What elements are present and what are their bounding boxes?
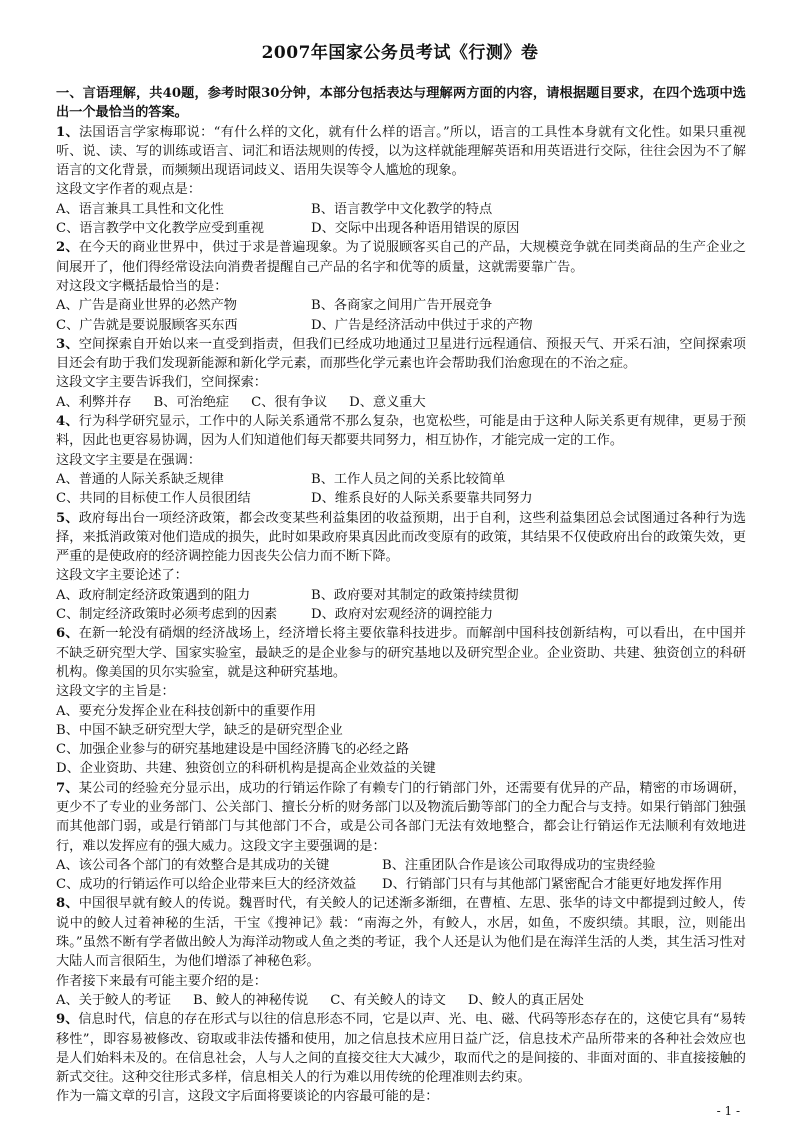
question-3 [56,335,746,374]
options-row [56,296,746,315]
option-d: D、维系良好的人际关系要靠共同努力 [311,491,533,507]
option-a: A、普通的人际关系缺乏规律 [56,471,224,487]
question-number: 3、 [56,336,79,352]
options-row [56,200,746,219]
question-5 [56,509,746,567]
option-c: C、有关鲛人的诗文 [330,992,446,1008]
option-b: B、语言教学中文化教学的特点 [311,201,493,217]
option-a: A、关于鲛人的考证 [56,992,172,1008]
option-b: B、政府要对其制定的政策持续贯彻 [311,587,519,603]
document-body [56,84,746,1107]
question-number: 1、 [56,124,79,140]
question-7 [56,779,746,856]
question-4 [56,412,746,451]
question-prompt: 对这段文字概括最恰当的是： [56,278,228,294]
question-2 [56,238,746,277]
question-text: 空间探索自开始以来一直受到指责，但我们已经成功地通过卫星进行远程通信、预报天气、开采石油，空间探索项目还会有助于我们发现新能源和新化学元素，而那些化学元素也许会帮助我们治愈现在的不治之症。 [56,336,746,372]
question-number: 6、 [56,626,79,642]
question-number: 5、 [56,510,79,526]
option-c: C、语言教学中文化教学应受到重视 [56,221,264,237]
options-row [56,875,746,894]
question-text: 行为科学研究显示，工作中的人际关系通常不那么复杂，也宽松些，可能是由于这种人际关系更有规律，更易于预料，因此也更容易协调，因为人们知道他们每天都要共同努力，相互协作，才能完成一定的工作。 [56,414,746,449]
question-number: 2、 [56,240,79,256]
option-d: D、行销部门只有与其他部门紧密配合才能更好地发挥作用 [382,877,723,893]
option-d: D、意义重大 [349,394,426,410]
option-b: B、注重团队合作是该公司取得成功的宝贵经验 [382,857,656,873]
question-text: 中国很早就有鲛人的传说。魏晋时代，有关鲛人的记述渐多渐细，在曹植、左思、张华的诗文中都提到过鲛人，传说中的鲛人过着神秘的生活，干宝《搜神记》载：“南海之外，有鲛人，水居，如鱼，不废织绩。其眼，泣，则能出珠。”虽然不断有学者做出鲛人为海洋动物或人鱼之类的考证，我个人还是认为他们是在海洋生活的人类，其生活习性对大陆人而言很陌生，为他们增添了神秘色彩。 [56,896,746,970]
question-1 [56,123,746,181]
option-c: C、很有争议 [251,394,328,410]
question-prompt: 作为一篇文章的引言，这段文字后面将要谈论的内容最可能的是： [56,1089,439,1105]
section-heading: 一、言语理解，共40题，参考时限30分钟，本部分包括表达与理解两方面的内容，请根据题目要求，在四个选项中选出一个最恰当的答案。 [56,86,746,121]
option-d: D、交际中出现各种语用错误的原因 [311,221,520,237]
question-text: 政府每出台一项经济政策，都会改变某些利益集团的收益预期，出于自利，这些利益集团总会试图通过各种行为选择，来抵消政策对他们造成的损失，此时如果政府果真因此而改变原有的政策，其结果不仅使政府出台的政策失效，更严重的是使政府的经济调控能力因丧失公信力而不断下降。 [56,510,746,565]
option-a: A、语言兼具工具性和文化性 [56,201,224,217]
option-b: B、可治绝症 [153,394,230,410]
question-number: 7、 [56,780,79,796]
option-d: D、鲛人的真正居处 [467,992,584,1008]
options-row [56,991,746,1010]
question-number: 9、 [56,1012,79,1028]
question-text: 某公司的经验充分显示出，成功的行销运作除了有赖专门的行销部门外，还需要有优异的产品，精密的市场调研，更少不了专业的业务部门、公关部门、擅长分析的财务部门以及物流后勤等部门的全力配合与支持。如果行销部门独强而其他部门弱，或是行销部门与其他部门不合，或是公司各部门无法有效地整合，都会让行销运作无法顺利有效地进行，难以发挥应有的强大威力。这段文字主要强调的是： [56,780,746,854]
option-c: C、成功的行销运作可以给企业带来巨大的经济效益 [56,877,357,893]
option-d: D、广告是经济活动中供过于求的产物 [311,317,533,333]
question-9 [56,1010,746,1087]
option-b: B、各商家之间用广告开展竞争 [311,298,493,314]
options-row [56,605,746,624]
options-row [56,489,746,508]
question-8 [56,894,746,971]
option-d: D、政府对宏观经济的调控能力 [311,607,494,623]
option-b: B、鲛人的神秘传说 [193,992,309,1008]
question-prompt: 这段文字主要论述了： [56,568,188,584]
question-number: 4、 [56,414,79,430]
option-a: A、该公司各个部门的有效整合是其成功的关键 [56,857,330,873]
question-prompt: 这段文字主要是在强调： [56,452,202,468]
question-number: 8、 [56,896,79,912]
page-title: 2007年国家公务员考试《行测》卷 [261,43,539,63]
option-a: A、政府制定经济政策遇到的阻力 [56,587,251,603]
options-row [56,470,746,489]
question-text: 在新一轮没有硝烟的经济战场上，经济增长将主要依靠科技进步。而解剖中国科技创新结构，可以看出，在中国并不缺乏研究型大学、国家实验室，最缺乏的是企业参与的研究基地以及研究型企业。企业资助、共建、独资创立的科研机构。像美国的贝尔实验室，就是这种研究基地。 [56,626,746,680]
question-text: 信息时代，信息的存在形式与以往的信息形态不同，它是以声、光、电、磁、代码等形态存在的，这使它具有“易转移性”，即容易被修改、窃取或非法传播和使用，加之信息技术应用日益广泛，信息技术产品所带来的各种社会效应也是人们始料未及的。在信息社会，人与人之间的直接交往大大减少，取而代之的是间接的、非面对面的、非直接接触的新式交往。这种交往形式多样，信息相关人的行为难以用传统的伦理准则去约束。 [56,1012,746,1086]
options-row [56,586,746,605]
option-c: C、广告就是要说服顾客买东西 [56,317,238,333]
options-row [56,219,746,238]
option-a: A、广告是商业世界的必然产物 [56,298,237,314]
option-a: A、利弊并存 [56,394,132,410]
question-prompt: 这段文字作者的观点是： [56,182,202,198]
question-prompt: 作者接下来最有可能主要介绍的是： [56,973,267,989]
options-row [56,316,746,335]
option-c: C、制定经济政策时必须考虑到的因素 [56,607,278,623]
option-b: B、中国不缺乏研究型大学，缺乏的是研究型企业 [56,722,343,738]
page-number: - 1 - [716,1104,740,1118]
question-prompt: 这段文字主要告诉我们，空间探索： [56,375,267,391]
question-prompt: 这段文字的主旨是： [56,684,175,700]
question-6 [56,624,746,682]
question-text: 在今天的商业世界中，供过于求是普遍现象。为了说服顾客买自己的产品，大规模竞争就在同类商品的生产企业之间展开了，他们得经常设法向消费者提醒自己产品的名字和优等的质量，这就需要靠广告。 [56,240,746,275]
option-b: B、工作人员之间的关系比较简单 [311,471,506,487]
option-a: A、要充分发挥企业在科技创新中的重要作用 [56,703,317,719]
question-text: 法国语言学家梅耶说：“有什么样的文化，就有什么样的语言。”所以，语言的工具性本身就有文化性。如果只重视听、说、读、写的训练或语言、词汇和语法规则的传授，以为这样就能理解英语和用英语进行交际，往往会因为不了解语言的文化背景，而频频出现语词歧义、语用失误等令人尴尬的现象。 [56,124,746,179]
option-d: D、企业资助、共建、独资创立的科研机构是提高企业效益的关键 [56,761,436,777]
options-row [56,393,746,412]
option-c: C、共同的目标使工作人员很团结 [56,491,251,507]
option-c: C、加强企业参与的研究基地建设是中国经济腾飞的必经之路 [56,742,409,758]
options-row [56,856,746,875]
